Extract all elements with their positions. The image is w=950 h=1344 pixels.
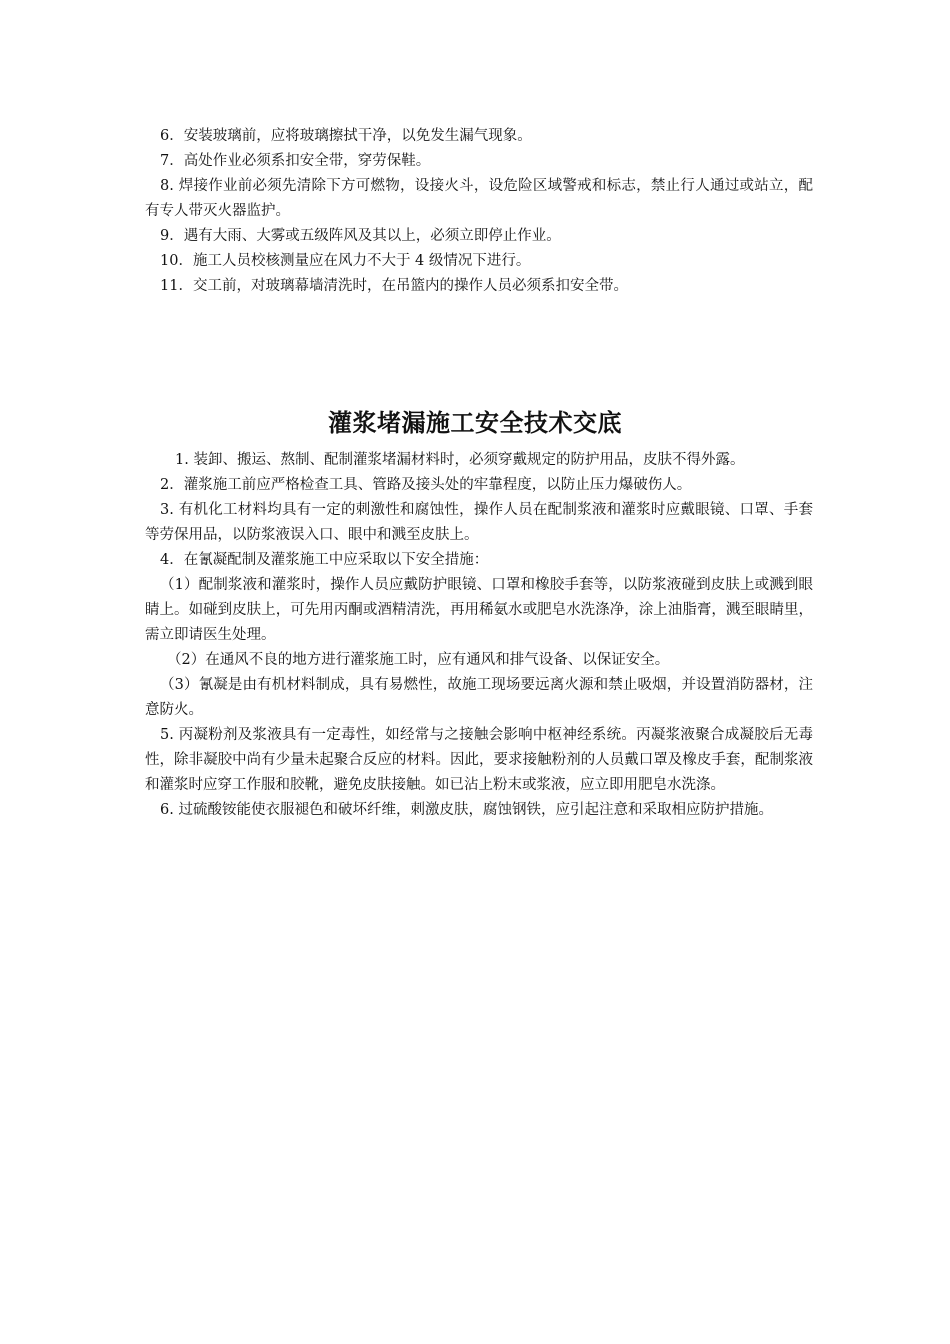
sub-list-item: （3）氰凝是由有机材料制成，具有易燃性，故施工现场要远离火源和禁止吸烟，并设置消防器材，注意防火。 xyxy=(145,677,813,718)
list-item: 7．高处作业必须系扣安全带，穿劳保鞋。 xyxy=(160,153,431,169)
list-item: 8. 焊接作业前必须先清除下方可燃物，设接火斗，设危险区域警戒和标志，禁止行人通过或站立，配有专人带灭火器监护。 xyxy=(145,178,813,219)
glass-curtain-safety-list xyxy=(145,124,813,299)
sub-list-item: （1）配制浆液和灌浆时，操作人员应戴防护眼镜、口罩和橡胶手套等，以防浆液碰到皮肤上或溅到眼睛上。如碰到皮肤上，可先用丙酮或酒精清洗，再用稀氨水或肥皂水洗涤净，涂上油脂膏，溅至眼睛里，需立即请医生处理。 xyxy=(145,577,813,643)
grouting-safety-list xyxy=(145,448,813,823)
list-item: 1. 装卸、搬运、熬制、配制灌浆堵漏材料时，必须穿戴规定的防护用品，皮肤不得外露。 xyxy=(175,452,745,468)
sub-list-item: （2）在通风不良的地方进行灌浆施工时，应有通风和排气设备、以保证安全。 xyxy=(167,652,670,668)
list-item: 5. 丙凝粉剂及浆液具有一定毒性，如经常与之接触会影响中枢神经系统。丙凝浆液聚合成凝胶后无毒性，除非凝胶中尚有少量未起聚合反应的材料。因此，要求接触粉剂的人员戴口罩及橡皮手套，配制浆液和灌浆时应穿工作服和胶靴，避免皮肤接触。如已沾上粉末或浆液，应立即用肥皂水洗涤。 xyxy=(145,727,813,793)
list-item: 6. 过硫酸铵能使衣服褪色和破坏纤维，刺激皮肤，腐蚀钢铁，应引起注意和采取相应防护措施。 xyxy=(160,802,773,818)
list-item: 9．遇有大雨、大雾或五级阵风及其以上，必须立即停止作业。 xyxy=(160,228,561,244)
list-item: 3. 有机化工材料均具有一定的刺激性和腐蚀性，操作人员在配制浆液和灌浆时应戴眼镜、口罩、手套等劳保用品，以防浆液误入口、眼中和溅至皮肤上。 xyxy=(145,502,813,543)
list-item: 10．施工人员校核测量应在风力不大于 4 级情况下进行。 xyxy=(160,253,531,269)
list-item: 11．交工前，对玻璃幕墙清洗时，在吊篮内的操作人员必须系扣安全带。 xyxy=(160,278,628,294)
section-title: 灌浆堵漏施工安全技术交底 xyxy=(328,409,622,437)
list-item: 4．在氰凝配制及灌浆施工中应采取以下安全措施： xyxy=(160,552,489,568)
list-item: 2．灌浆施工前应严格检查工具、管路及接头处的牢靠程度，以防止压力爆破伤人。 xyxy=(160,477,692,493)
list-item: 6．安装玻璃前，应将玻璃擦拭干净，以免发生漏气现象。 xyxy=(160,128,532,144)
